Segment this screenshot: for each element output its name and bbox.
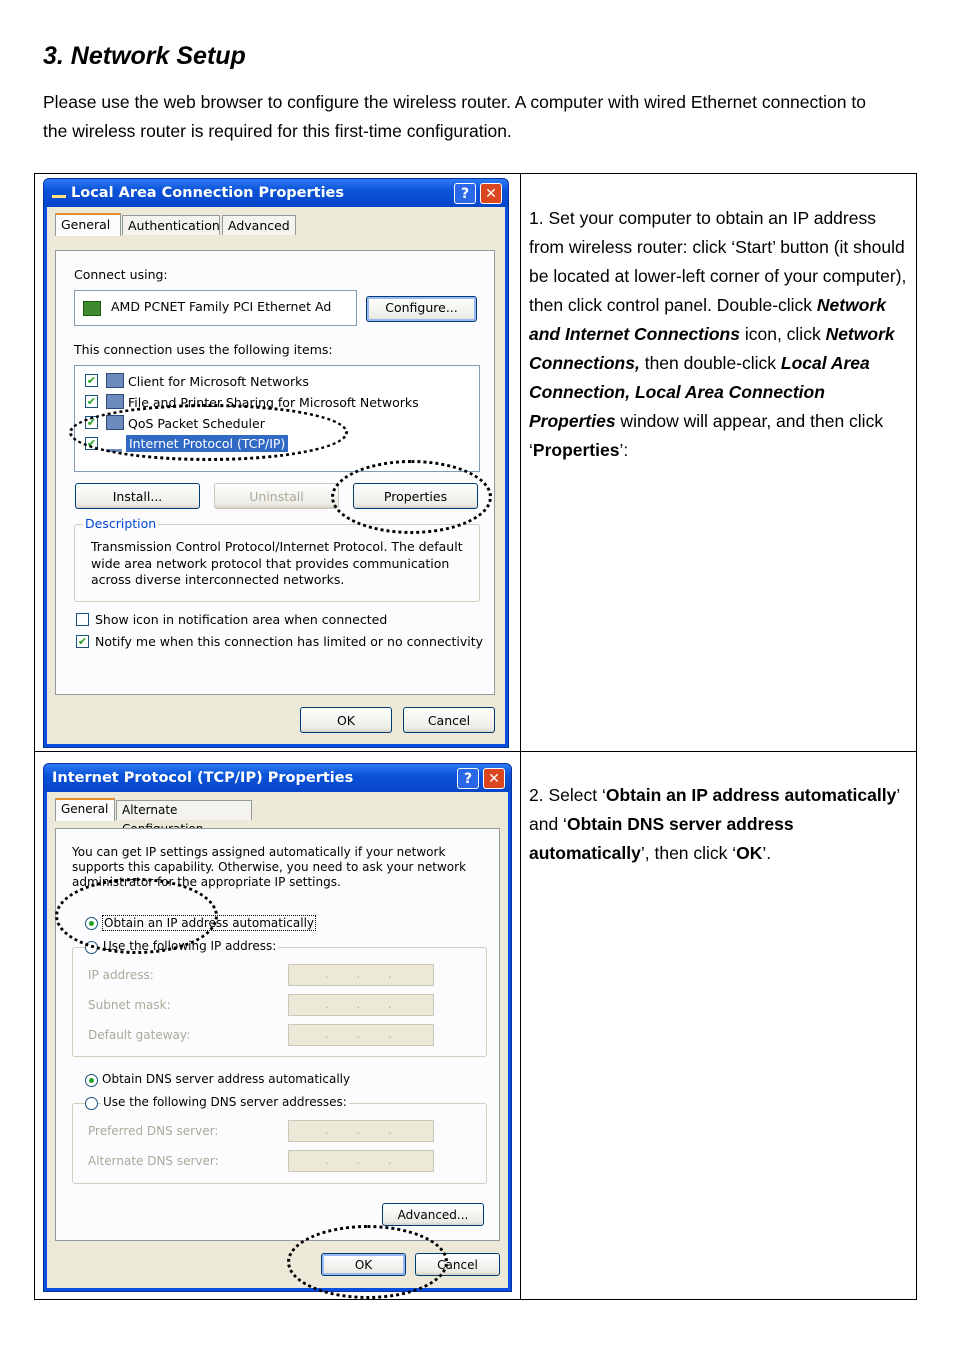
item-label: Internet Protocol (TCP/IP) (126, 435, 288, 452)
item-checkbox[interactable]: ✔ (86, 437, 97, 450)
item-checkbox[interactable]: ✔ (86, 395, 97, 408)
configure-button[interactable]: Configure... (366, 296, 477, 322)
default-gateway-field[interactable]: ... (288, 1024, 434, 1046)
adapter-field (74, 290, 357, 326)
ip-address-field[interactable]: ... (288, 964, 434, 986)
show-icon-label: Show icon in notification area when connected (95, 612, 388, 627)
step2-description: 2. Select ‘Obtain an IP address automatically’ and ‘Obtain DNS server address automatically’, then click ‘OK’. (529, 785, 900, 863)
network-card-icon (83, 301, 101, 316)
info-text: You can get IP settings assigned automatically if your network supports this capability. Otherwise, you need to ask your network administrator for the appropriate IP settings. (72, 845, 467, 889)
item-label: File and Printer Sharing for Microsoft Networks (128, 395, 419, 410)
notify-checkbox[interactable]: ✔ (77, 635, 88, 648)
highlight-circle-obtain-ip (55, 878, 218, 954)
tab-advanced[interactable]: Advanced (222, 215, 296, 235)
tab-general[interactable]: General (55, 798, 115, 821)
tcpip-client-area (47, 792, 508, 1288)
items-label: This connection uses the following items: (74, 342, 333, 357)
ok-button[interactable]: OK (300, 707, 392, 733)
subnet-mask-field[interactable]: ... (288, 994, 434, 1016)
description-legend: Description (85, 516, 157, 531)
obtain-dns-label: Obtain DNS server address automatically (102, 1072, 351, 1086)
static-dns-group (72, 1095, 487, 1184)
tab-alternate-configuration[interactable]: Alternate (116, 800, 252, 820)
computer-icon (106, 394, 124, 409)
tcpip-window-title: Internet Protocol (TCP/IP) Properties (52, 770, 354, 786)
ip-address-label: IP address: (88, 968, 154, 982)
description-group (74, 516, 480, 602)
description-text: Transmission Control Protocol/Internet Protocol. The default wide area network protocol that provides communication across diverse interconnected networks. (91, 539, 463, 587)
lan-window-title: Local Area Connection Properties (71, 185, 345, 201)
obtain-dns-radio[interactable] (85, 1074, 98, 1087)
cancel-button[interactable]: Cancel (403, 707, 495, 733)
step1-description: 1. Set your computer to obtain an IP address from wireless router: click ‘Start’ button (it should be located at lower-left corner of your computer), then click control panel. Double-click Network and Internet Connections icon, click Network Connections, then double-click Local Area Connection, Local Area Connection Properties window will appear, and then click ‘Properties’: (529, 208, 907, 460)
highlight-circle-properties (331, 460, 492, 534)
static-ip-group (72, 939, 487, 1057)
item-label: Client for Microsoft Networks (128, 374, 309, 389)
preferred-dns-label: Preferred DNS server: (88, 1124, 219, 1138)
obtain-ip-label: Obtain an IP address automatically (104, 916, 315, 930)
tab-general[interactable]: General (55, 213, 121, 236)
close-icon[interactable]: ✕ (480, 183, 502, 204)
use-ip-label: Use the following IP address: (103, 939, 277, 953)
alternate-dns-field[interactable]: ... (288, 1150, 434, 1172)
highlight-circle-ok (287, 1225, 448, 1299)
page-title: 3. Network Setup (43, 42, 246, 70)
tcpip-properties-window (43, 763, 512, 1292)
lan-titlebar (44, 179, 508, 207)
highlight-circle-tcpip (69, 404, 348, 461)
install-button[interactable]: Install... (75, 483, 200, 509)
show-icon-checkbox[interactable] (76, 613, 89, 626)
step1-text-cell (521, 174, 917, 752)
use-dns-label: Use the following DNS server addresses: (103, 1095, 347, 1109)
item-label: QoS Packet Scheduler (128, 416, 265, 431)
help-icon[interactable]: ? (454, 183, 476, 204)
adapter-name: AMD PCNET Family PCI Ethernet Ad (111, 299, 332, 314)
close-icon[interactable]: ✕ (483, 768, 505, 789)
cancel-button[interactable]: Cancel (415, 1253, 500, 1276)
item-checkbox[interactable]: ✔ (86, 416, 97, 429)
subnet-mask-label: Subnet mask: (88, 998, 171, 1012)
ok-button[interactable]: OK (321, 1253, 406, 1276)
connect-using-label: Connect using: (74, 267, 168, 282)
network-icon (52, 183, 66, 198)
list-item[interactable] (75, 371, 479, 391)
item-checkbox[interactable]: ✔ (86, 374, 97, 387)
use-dns-radio[interactable] (85, 1097, 98, 1110)
notify-label: Notify me when this connection has limited or no connectivity (95, 634, 484, 649)
help-icon[interactable]: ? (457, 768, 479, 789)
tab-authentication[interactable]: Authentication (122, 215, 220, 235)
tcpip-titlebar (44, 764, 511, 792)
uninstall-button[interactable]: Uninstall (214, 483, 339, 509)
computer-icon (106, 373, 124, 388)
intro-paragraph: Please use the web browser to configure the wireless router. A computer with wired Ethernet connection to the wireless router is required for this first-time configuration. (43, 92, 866, 141)
preferred-dns-field[interactable]: ... (288, 1120, 434, 1142)
alternate-dns-label: Alternate DNS server: (88, 1154, 219, 1168)
advanced-button[interactable]: Advanced... (382, 1203, 484, 1226)
step2-text-cell (521, 752, 917, 1300)
properties-button[interactable]: Properties (353, 483, 478, 509)
default-gateway-label: Default gateway: (88, 1028, 191, 1042)
